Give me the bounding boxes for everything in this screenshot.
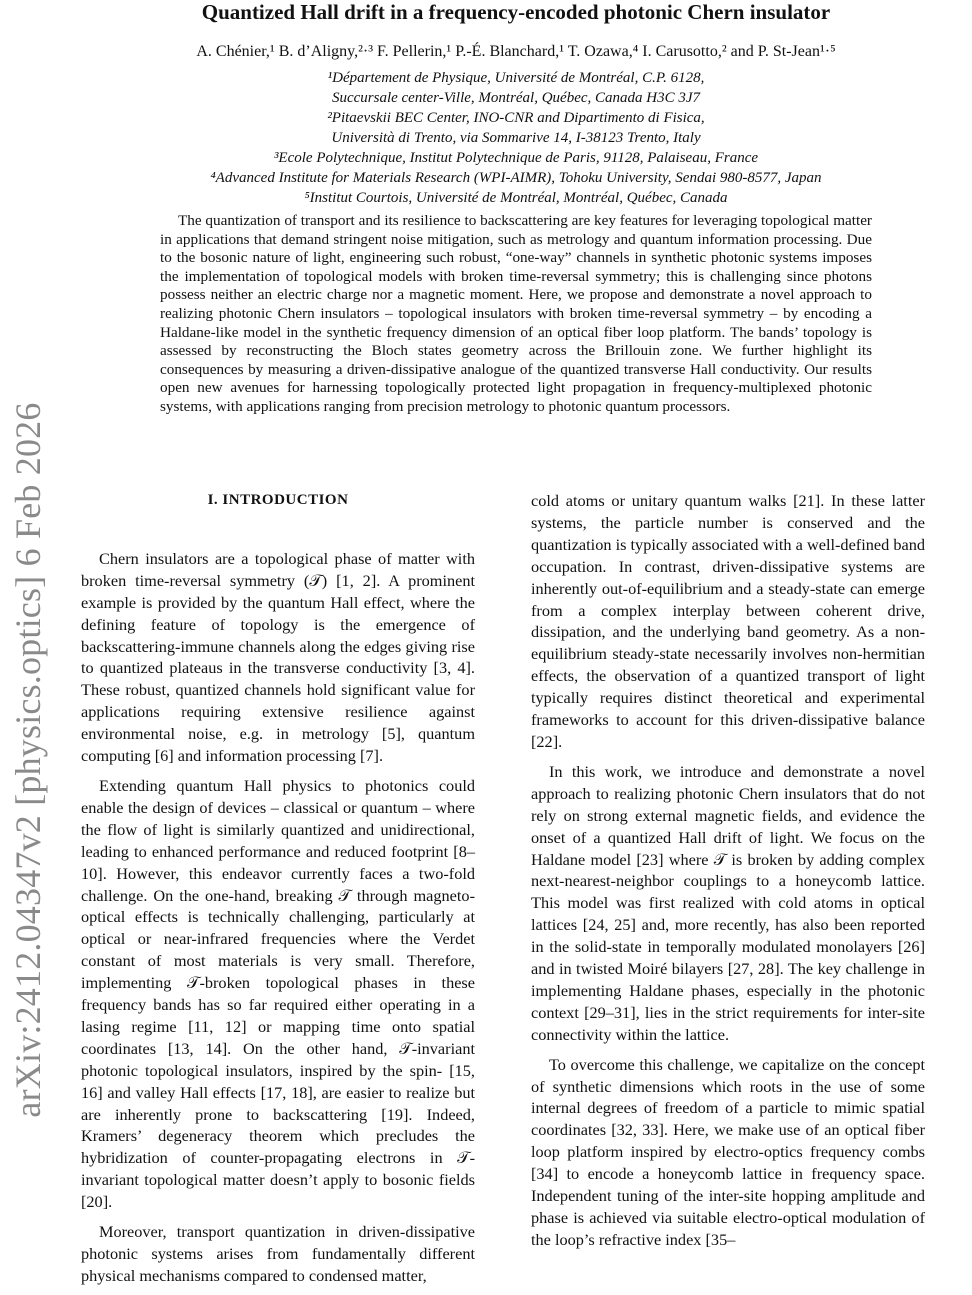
paragraph: Extending quantum Hall physics to photonics could enable the design of devices – classical or quantum – where the flow of light is similarly quantized and unidirectional, leading to enhanced performance and reduced footprint [8–10]. However, this endeavor currently faces a two-fold challenge. On the one-hand, breaking 𝒯 through magneto-optical effects is technically challenging, particularly at optical or near-infrared frequencies where the Verdet constant of most materials is very small. Therefore, implementing 𝒯-broken topological phases in these frequency bands has so far required either operating in a lasing regime [11, 12] or mapping time onto spatial coordinates [13, 14]. On the other hand, 𝒯-invariant photonic topological insulators, inspired by the spin- [15, 16] and valley Hall effects [17, 18], are easier to realize but are inherently prone to backscattering [19]. Indeed, Kramers’ degeneracy theorem which precludes the hybridization of counter-propagating electrons in 𝒯-invariant topological matter doesn’t apply to bosonic fields [20]. <box>81 775 475 1212</box>
paper-title: Quantized Hall drift in a frequency-encoded photonic Chern insulator <box>201 0 831 24</box>
affiliation-line: ⁴Advanced Institute for Materials Research (WPI-AIMR), Tohoku University, Sendai 980-8577, Japan <box>210 170 822 186</box>
paragraph: cold atoms or unitary quantum walks [21]. In these latter systems, the particle number is conserved and the quantization is typically associated with a well-defined band occupation. In contrast, driven-dissipative systems are inherently out-of-equilibrium and a steady-state can emerge from a complex interplay between coherent drive, dissipation, and the underlying band geometry. As a non-equilibrium steady-state necessarily involves non-hermitian effects, the observation of a quantized transport of light typically requires distinct theoretical and experimental frameworks to account for this driven-dissipative balance [22]. <box>531 491 925 751</box>
arxiv-identifier-sidebar <box>0 0 56 1200</box>
paragraph: Moreover, transport quantization in driven-dissipative photonic systems arises from fundamentally different physical mechanisms compared to condensed matter, <box>81 1222 475 1285</box>
section-heading: I. INTRODUCTION <box>207 492 349 508</box>
affiliation-line: ²Pitaevskii BEC Center, INO-CNR and Dipartimento di Fisica, <box>327 110 705 126</box>
arxiv-identifier: arXiv:2412.04347v2 [physics.optics] 6 Feb 2026 <box>8 402 48 1118</box>
left-column <box>81 490 475 1295</box>
author-list: A. Chénier,¹ B. d’Aligny,²·³ F. Pellerin,¹ P.-É. Blanchard,¹ T. Ozawa,⁴ I. Carusotto,² and P. St-Jean¹·⁵ <box>196 43 836 60</box>
affiliation-line: Università di Trento, via Sommarive 14, I-38123 Trento, Italy <box>331 130 701 146</box>
paragraph: To overcome this challenge, we capitalize on the concept of synthetic dimensions which roots in the use of some internal degrees of freedom of a particle to mimic spatial coordinates [32, 33]. Here, we make use of an optical fiber loop platform inspired by electro-optics frequency combs [34] to encode a honeycomb lattice in frequency space. Independent tuning of the inter-site hopping amplitude and phase is achieved via suitable electro-optical modulation of the loop’s refractive index [35– <box>531 1054 925 1249</box>
affiliation-line: ¹Département de Physique, Université de Montréal, C.P. 6128, <box>327 70 705 86</box>
affiliation-line: Succursale center-Ville, Montréal, Québec, Canada H3C 3J7 <box>331 90 701 106</box>
affiliation-line: ⁵Institut Courtois, Université de Montréal, Montréal, Québec, Canada <box>304 190 728 206</box>
paragraph: Chern insulators are a topological phase of matter with broken time-reversal symmetry (𝒯) [1, 2]. A prominent example is provided by the quantum Hall effect, where the defining feature of topology is the emergence of backscattering-immune channels along the edges giving rise to quantized plateaus in the transverse conductivity [3, 4]. These robust, quantized channels hold significant value for applications requiring extensive resilience against environmental noise, e.g. in metrology [5], quantum computing [6] and information processing [7]. <box>81 548 475 766</box>
right-column <box>531 490 925 1259</box>
abstract: The quantization of transport and its resilience to backscattering are key features for leveraging topological matter in applications that demand stringent noise mitigation, such as metrology and quantum information processing. Due to the bosonic nature of light, engineering such robust, “one-way” channels in synthetic photonic systems imposes the implementation of topological models with broken time-reversal symmetry; this is challenging since photons possess neither an electric charge nor a magnetic moment. Here, we propose and demonstrate a novel approach to realizing photonic Chern insulators – topological insulators with broken time-reversal symmetry – by encoding a Haldane-like model in the synthetic frequency dimension of an optical fiber loop platform. The bands’ topology is assessed by reconstructing the Bloch states geometry across the Brillouin zone. We further highlight its consequences by measuring a driven-dissipative analogue of the quantized transverse Hall conductivity. Our results open new avenues for harnessing topologically protected light propagation in frequency-multiplexed photonic systems, with applications ranging from precision metrology to photonic quantum processors. <box>160 212 872 415</box>
affiliation-line: ³Ecole Polytechnique, Institut Polytechnique de Paris, 91128, Palaiseau, France <box>273 150 759 166</box>
paragraph: In this work, we introduce and demonstrate a novel approach to realizing photonic Chern insulators that do not rely on strong external magnetic fields, and evidence the onset of a quantized Hall drift of light. We focus on the Haldane model [23] where 𝒯 is broken by adding complex next-nearest-neighbor couplings to a honeycomb lattice. This model was first realized with cold atoms in optical lattices [24, 25] and, more recently, has also been reported in the solid-state in temporally modulated monolayers [26] and in twisted Moiré bilayers [27, 28]. The key challenge in implementing Haldane phases, especially in the photonic context [29–31], lies in the strict requirements for inter-site connectivity within the lattice. <box>531 761 925 1044</box>
affiliations <box>60 68 972 208</box>
